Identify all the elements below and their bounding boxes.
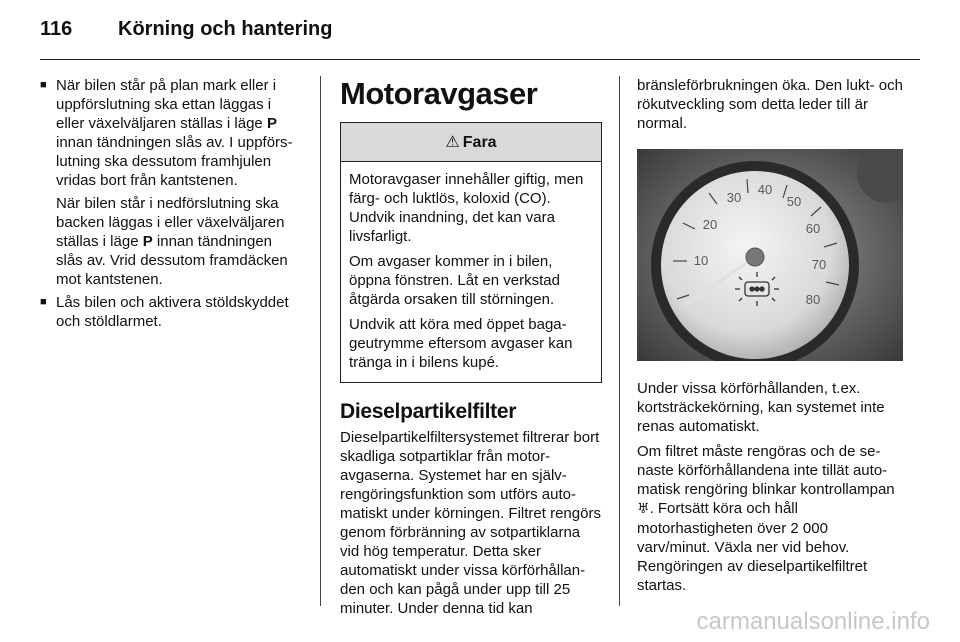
body-paragraph: Dieselpartikelfiltersystemet filtrerar bort skadliga sotpartiklar från motoravgaserna. Systemet har en självrengöringsfunktion som utförs automatiskt under körningen. Filtret rengörs genom förbränning av sotpartiklarna vid hög temperatur. Detta sker automatiskt under vissa körförhållanden och kan pågå under upp till 25 minuter. Under denna tid kan [340,429,601,617]
danger-paragraph: Om avgaser kommer in i bilen, öppna fönstren. Låt en verkstad åtgärda orsaken till störningen. [349,253,560,308]
page-number: 116 [40,18,73,40]
danger-box [340,122,602,383]
gauge-label: 60 [805,221,821,236]
column-middle [340,76,602,624]
indent-text-rest: innan tändningen slås av. Vrid dessutom framdäcken mot kantstenen. [56,233,288,288]
gauge-hub [746,248,764,266]
header-rule [40,59,920,60]
gear-p-label: P [266,115,277,132]
bullet1-text: När bilen står på plan mark eller i uppförslutning ska ettan läggas i eller växelväljaren ställas i läge [56,77,277,132]
bullet-square-icon: ■ [40,79,47,91]
gauge-label: 30 [726,190,742,205]
body-paragraph [637,442,903,595]
danger-paragraph: Motoravgaser innehåller giftig, men färg- och luktlös, koloxid (CO). Undvik inandning, det kan vara livsfarligt. [349,171,584,245]
indent-text: När bilen står i nedförslutning ska backen läggas i eller växelväljaren ställas i läge [56,195,285,250]
list-item [40,293,302,331]
danger-paragraph: Undvik att köra med öppet bagageutrymme eftersom avgaser kan tränga in i bilens kupé. [349,316,573,371]
column-divider [320,76,321,606]
diesel-filter-lamp-icon: ♅ [637,501,650,517]
gear-p-label: P [142,233,153,250]
tachometer-photo [637,149,903,361]
danger-body [341,162,601,382]
column-left [40,76,302,335]
gauge-label: 20 [702,217,718,232]
danger-heading: Fara [462,133,497,151]
body-paragraph: Under vissa körförhållanden, t.ex. kortsträckekörning, kan systemet inte renas automatiskt. [637,380,885,435]
column-divider [619,76,620,606]
chapter-title: Körning och hantering [118,18,333,40]
indented-paragraph [40,194,302,289]
gauge-label: 80 [805,292,821,307]
gauge-label: 70 [811,257,827,272]
gauge-label: 40 [757,182,773,197]
bullet1-text-rest: innan tändningen slås av. I uppförslutning ska dessutom framhjulen vridas bort från kantstenen. [56,134,293,189]
list-item [40,76,302,190]
column-right [637,76,903,601]
gauge-label: 10 [693,253,709,268]
subsection-title: Dieselpartikelfilter [340,400,517,423]
section-title: Motoravgaser [340,76,538,111]
warning-icon: ⚠ [445,133,460,151]
gauge-label: 50 [786,194,802,209]
watermark: carmanualsonline.info [696,608,930,635]
paragraph-text: Om filtret måste rengöras och de senaste körförhållandena inte tillät automatisk rengöring blinkar kontrollampan [637,443,895,498]
paragraph-text-rest: . Fortsätt köra och håll motorhastigheten över 2 000 varv/minut. Växla ner vid behov. Rengöringen av dieselpartikelfiltret startas. [637,500,868,594]
bullet-square-icon: ■ [40,296,47,308]
bullet2-text: Lås bilen och aktivera stöldskyddet och stöldlarmet. [56,294,289,330]
page-header [40,14,920,60]
intro-paragraph: bränsleförbrukningen öka. Den lukt- och rökutveckling som detta leder till är normal. [637,77,903,132]
danger-header [341,123,601,162]
